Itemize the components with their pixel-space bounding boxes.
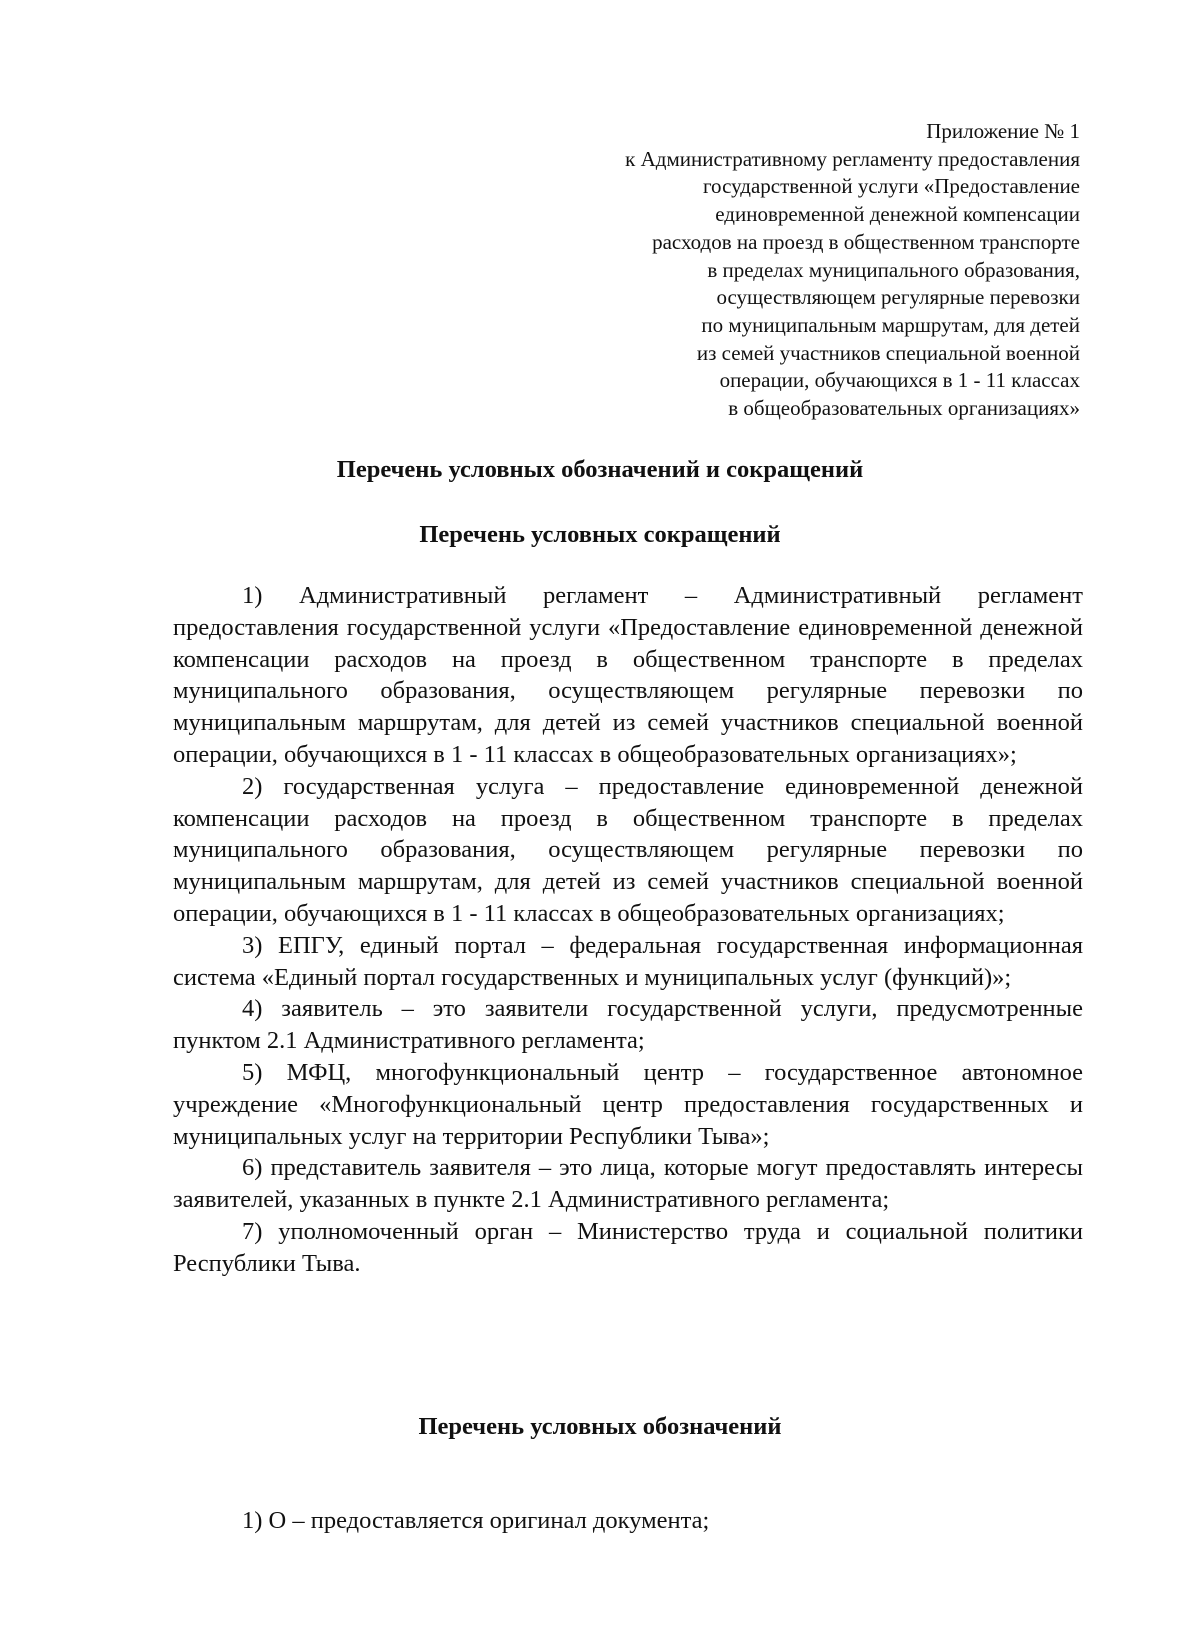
appendix-line: к Административному регламенту предоставления [625,146,1080,171]
abbreviation-item: 3) ЕПГУ, единый портал – федеральная государственная информационная система «Единый портал государственных и муниципальных услуг (функций)»; [173,931,1083,991]
abbreviation-item: 5) МФЦ, многофункциональный центр – государственное автономное учреждение «Многофункциональный центр предоставления государственных и муниципальных услуг на территории Республики Тыва»; [173,1058,1083,1150]
abbreviations-list [173,580,1083,1280]
abbreviation-item: 2) государственная услуга – предоставление единовременной денежной компенсации расходов на проезд в общественном транспорте в пределах муниципального образования, осуществляющем регулярные перевозки по муниципальным маршрутам, для детей из семей участников специальной военной операции, обучающихся в 1 - 11 классах в общеобразовательных организациях; [173,772,1083,927]
appendix-line: операции, обучающихся в 1 - 11 классах [719,368,1080,393]
symbol-item: 1) О – предоставляется оригинал документа; [242,1507,710,1534]
appendix-line: государственной услуги «Предоставление [702,174,1080,199]
appendix-line: единовременной денежной компенсации [715,202,1080,227]
symbols-heading: Перечень условных обозначений [418,1413,782,1440]
abbreviations-heading: Перечень условных сокращений [419,521,781,548]
appendix-line: по муниципальным маршрутам, для детей [701,312,1080,337]
appendix-line: в пределах муниципального образования, [707,257,1080,282]
appendix-line: Приложение № 1 [926,119,1080,143]
appendix-line: расходов на проезд в общественном транспорте [652,229,1080,254]
abbreviation-item: 1) Административный регламент – Административный регламент предоставления государственной услуги «Предоставление единовременной денежной компенсации расходов на проезд в общественном транспорте в пределах муниципального образования, осуществляющем регулярные перевозки по муниципальным маршрутам, для детей из семей участников специальной военной операции, обучающихся в 1 - 11 классах в общеобразовательных организациях»; [173,582,1083,768]
appendix-line: из семей участников специальной военной [696,340,1080,365]
abbreviation-item: 7) уполномоченный орган – Министерство труда и социальной политики Республики Тыва. [173,1217,1083,1277]
abbreviation-item: 4) заявитель – это заявители государственной услуги, предусмотренные пунктом 2.1 Административного регламента; [173,995,1083,1055]
appendix-header [460,118,1080,423]
symbols-list [173,1505,1083,1537]
document-title: Перечень условных обозначений и сокращений [336,456,864,483]
abbreviation-item: 6) представитель заявителя – это лица, которые могут предоставлять интересы заявителей, указанных в пункте 2.1 Административного регламента; [173,1154,1083,1214]
appendix-line: осуществляющем регулярные перевозки [716,285,1080,310]
appendix-line: в общеобразовательных организациях» [728,396,1080,421]
